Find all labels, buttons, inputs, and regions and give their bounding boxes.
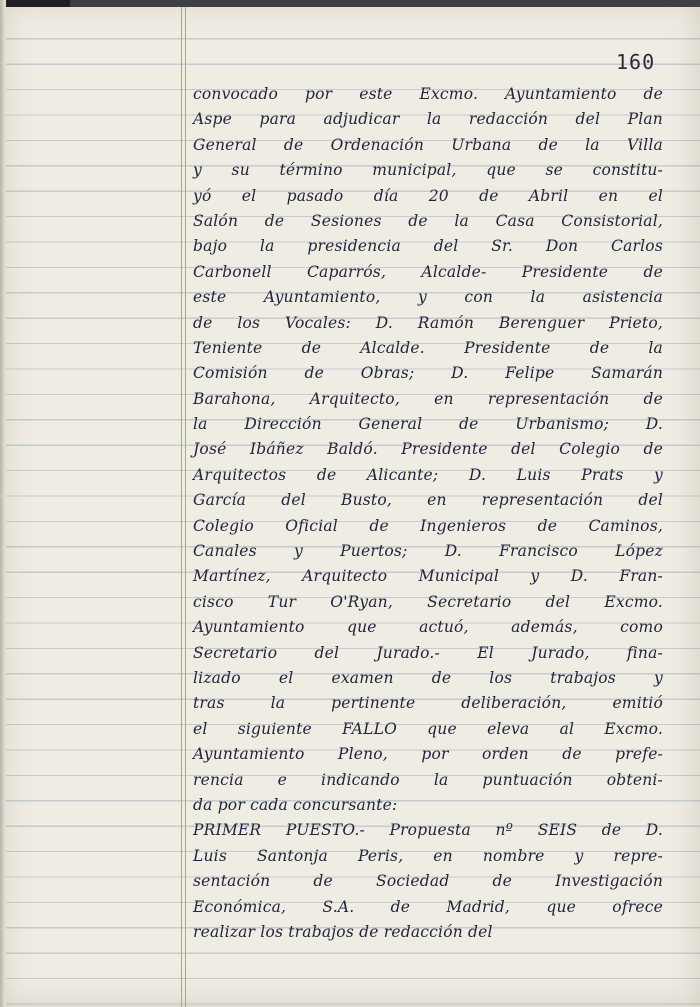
text-line: García del Busto, en representación del [193, 491, 663, 510]
cover-corner [0, 0, 70, 7]
text-line: la Dirección General de Urbanismo; D. [193, 415, 663, 434]
text-line: da por cada concursante: [193, 795, 398, 814]
text-line: Aspe para adjudicar la redacción del Plan [193, 110, 663, 129]
top-cover-edge [0, 0, 700, 7]
text-line: Carbonell Caparrós, Alcalde- Presidente de [193, 262, 663, 281]
text-line: Martínez, Arquitecto Municipal y D. Fran- [193, 567, 663, 586]
text-line: José Ibáñez Baldó. Presidente del Colegio de [193, 440, 663, 459]
text-line: Colegio Oficial de Ingenieros de Caminos, [193, 516, 663, 535]
text-line: este Ayuntamiento, y con la asistencia [193, 288, 663, 307]
text-line: Arquitectos de Alicante; D. Luis Prats y [193, 465, 663, 484]
text-line: Ayuntamiento Pleno, por orden de prefe- [193, 745, 663, 764]
margin-rule [181, 7, 182, 1007]
text-line: Económica, S.A. de Madrid, que ofrece [193, 897, 663, 916]
text-line: Comisión de Obras; D. Felipe Samarán [193, 364, 663, 383]
text-line: lizado el examen de los trabajos y [193, 668, 663, 687]
text-line: sentación de Sociedad de Investigación [193, 872, 663, 891]
text-line: el siguiente FALLO que eleva al Excmo. [193, 719, 663, 738]
text-line: Secretario del Jurado.- El Jurado, fina- [193, 643, 663, 662]
page-binding-edge [0, 0, 6, 1007]
text-line: convocado por este Excmo. Ayuntamiento de [193, 85, 663, 103]
text-line: yó el pasado día 20 de Abril en el [193, 186, 663, 205]
margin-rule-second [185, 7, 186, 1007]
text-line: Canales y Puertos; D. Francisco López [193, 542, 663, 561]
text-line: cisco Tur O'Ryan, Secretario del Excmo. [193, 592, 663, 611]
text-line: PRIMER PUESTO.- Propuesta nº SEIS de D. [193, 821, 663, 840]
handwritten-text-block [193, 82, 663, 945]
page-number: 160 [616, 50, 656, 74]
text-line: de los Vocales: D. Ramón Berenguer Prieto, [193, 313, 663, 332]
text-line: realizar los trabajos de redacción del [193, 922, 493, 941]
text-line: Ayuntamiento que actuó, además, como [193, 618, 663, 637]
text-line: bajo la presidencia del Sr. Don Carlos [193, 237, 663, 256]
text-line: rencia e indicando la puntuación obteni- [193, 770, 663, 789]
text-line: Barahona, Arquitecto, en representación de [193, 389, 663, 408]
text-line: General de Ordenación Urbana de la Villa [193, 135, 663, 154]
text-line: tras la pertinente deliberación, emitió [193, 694, 663, 713]
text-line: y su término municipal, que se constitu- [193, 161, 663, 180]
text-line: Salón de Sesiones de la Casa Consistorial, [193, 211, 663, 230]
text-line: Luis Santonja Peris, en nombre y repre- [193, 846, 663, 865]
text-line: Teniente de Alcalde. Presidente de la [193, 338, 663, 357]
